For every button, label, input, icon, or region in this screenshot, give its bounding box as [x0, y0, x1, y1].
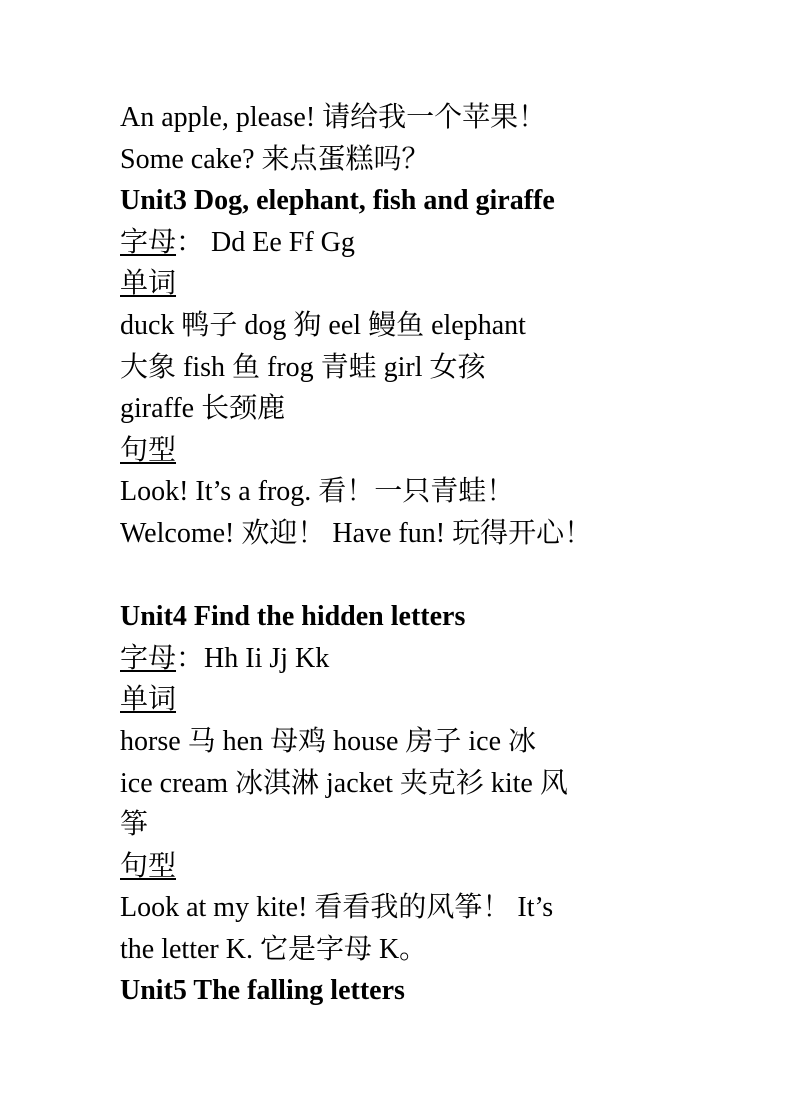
unit3-words-line-1: duck 鸭子 dog 狗 eel 鳗鱼 elephant: [120, 309, 526, 341]
unit3-letters-label: 字母: [120, 226, 177, 258]
unit4-words-line-3: 筝: [120, 809, 149, 841]
unit3-sentences-label-row: [120, 430, 680, 472]
unit4-words-label: 单词: [120, 684, 177, 716]
sentence-apple: An apple, please! 请给我一个苹果！: [120, 102, 547, 133]
unit4-sentences-label: 句型: [120, 850, 177, 882]
unit4-heading: Unit4 Find the hidden letters: [120, 601, 466, 633]
unit5-heading: Unit5 The falling letters: [120, 975, 405, 1007]
paragraph-gap: [120, 555, 680, 597]
unit3-letters-row: [120, 222, 680, 264]
sentence-cake: Some cake? 来点蛋糕吗？: [120, 143, 430, 175]
unit4-letters-value: Hh Ii Jj Kk: [204, 642, 330, 674]
unit3-words-label-row: [120, 263, 680, 305]
unit3-words-line-2: 大象 fish 鱼 frog 青蛙 girl 女孩: [120, 351, 486, 383]
unit4-sentence-1: Look at my kite! 看看我的风筝！ It’s: [120, 892, 554, 924]
document-page: [120, 97, 680, 1012]
unit3-words-label: 单词: [120, 268, 177, 300]
unit3-sentences-label: 句型: [120, 434, 177, 466]
unit3-heading: Unit3 Dog, elephant, fish and giraffe: [120, 185, 555, 217]
unit4-letters-row: [120, 638, 680, 680]
unit4-words-line-1: horse 马 hen 母鸡 house 房子 ice 冰: [120, 725, 537, 757]
unit4-words-line-2: ice cream 冰淇淋 jacket 夹克衫 kite 风: [120, 767, 568, 799]
unit3-letters-value: Dd Ee Ff Gg: [211, 226, 355, 258]
unit4-words-label-row: [120, 679, 680, 721]
unit3-letters-colon: ：: [176, 226, 212, 258]
unit3-words-line-3: giraffe 长颈鹿: [120, 393, 286, 425]
unit4-sentence-2: the letter K. 它是字母 K。: [120, 933, 428, 965]
unit3-sentence-1: Look! It’s a frog. 看！一只青蛙！: [120, 476, 515, 508]
unit4-letters-colon: ：: [176, 642, 205, 674]
unit4-sentences-label-row: [120, 846, 680, 888]
unit4-letters-label: 字母: [120, 642, 177, 674]
unit3-sentence-2: Welcome! 欢迎！ Have fun! 玩得开心！: [120, 517, 593, 549]
